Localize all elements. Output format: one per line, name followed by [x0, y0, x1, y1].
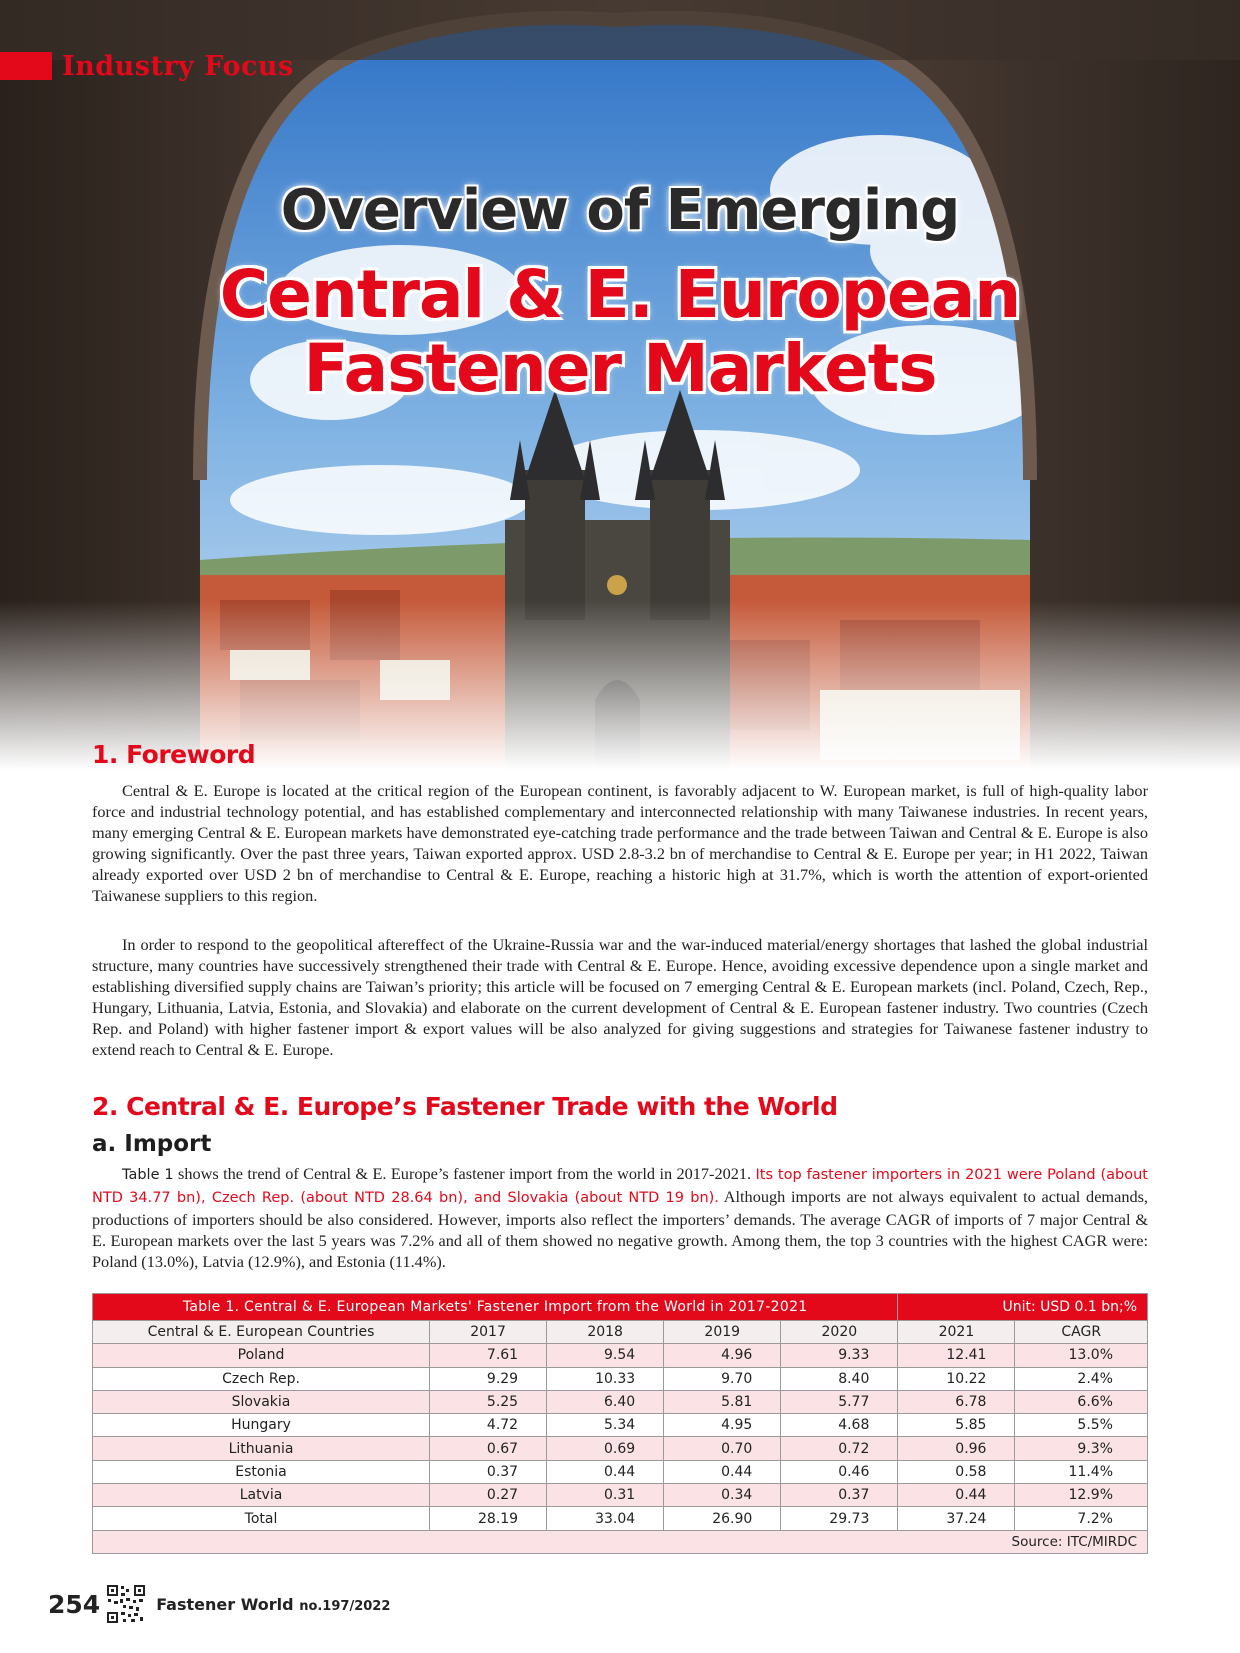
cagr-cell: 5.5% [1015, 1414, 1148, 1437]
import-paragraph [92, 1163, 1148, 1272]
cagr-cell: 13.0% [1015, 1344, 1148, 1367]
magazine-name [156, 1595, 390, 1614]
value-cell: 9.33 [781, 1344, 898, 1367]
import-table [92, 1293, 1148, 1554]
value-cell: 4.68 [781, 1414, 898, 1437]
value-cell: 9.29 [430, 1367, 547, 1390]
value-cell: 0.72 [781, 1437, 898, 1460]
value-cell: 12.41 [898, 1344, 1015, 1367]
value-cell: 9.70 [664, 1367, 781, 1390]
qr-code-icon [106, 1584, 146, 1624]
column-header: CAGR [1015, 1321, 1148, 1344]
table-unit: Unit: USD 0.1 bn;% [898, 1294, 1148, 1321]
foreword-body-2 [92, 934, 1148, 1060]
import-body [92, 1163, 1148, 1272]
table-row [93, 1460, 1148, 1483]
foreword-paragraph-2: In order to respond to the geopolitical aftereffect of the Ukraine-Russia war and the war-induced material/energy shortages that lashed the global industrial structure, many countries have successively strengthened their trade with Central & E. Europe. Hence, avoiding excessive dependence upon a single market and establishing diversified supply chains are Taiwan’s priority; this article will be focused on 7 emerging Central & E. European markets (incl. Poland, Czech, Rep., Hungary, Lithuania, Latvia, Estonia, and Slovakia) and elaborate on the current development of Central & E. European fastener industry. Two countries (Czech Rep. and Poland) with higher fastener import & export values will be also analyzed for giving suggestions and strategies for Taiwanese fastener industry to extend reach to Central & E. Europe. [92, 935, 1148, 1059]
value-cell: 29.73 [781, 1507, 898, 1530]
value-cell: 28.19 [430, 1507, 547, 1530]
page-footer [48, 1584, 390, 1624]
value-cell: 0.34 [664, 1484, 781, 1507]
country-cell: Slovakia [93, 1390, 430, 1413]
title-line-2: Central & E. European [219, 256, 1021, 333]
value-cell: 37.24 [898, 1507, 1015, 1530]
value-cell: 4.95 [664, 1414, 781, 1437]
cagr-cell: 9.3% [1015, 1437, 1148, 1460]
table-1-container [92, 1293, 1148, 1554]
value-cell: 0.31 [547, 1484, 664, 1507]
foreword-paragraph-1: Central & E. Europe is located at the critical region of the European continent, is favorably adjacent to W. European market, is full of high-quality labor force and industrial technology potential, and has established complementary and interconnected relationship with many Taiwanese industries. In recent years, many emerging Central & E. European markets have demonstrated eye-catching trade performance and the trade between Taiwan and Central & E. Europe is also growing significantly. Over the past three years, Taiwan exported approx. USD 2.8-3.2 bn of merchandise to Central & E. Europe per year; in H1 2022, Taiwan already exported over USD 2 bn of merchandise to Central & E. Europe, reaching a historic high at 31.7%, which is worth the attention of export-oriented Taiwanese suppliers to this region. [92, 781, 1148, 905]
column-header: 2018 [547, 1321, 664, 1344]
value-cell: 0.44 [664, 1460, 781, 1483]
table-row [93, 1414, 1148, 1437]
value-cell: 0.70 [664, 1437, 781, 1460]
table-source-row [93, 1530, 1148, 1553]
hero-image [0, 0, 1240, 770]
table-source: Source: ITC/MIRDC [93, 1530, 1148, 1553]
value-cell: 5.77 [781, 1390, 898, 1413]
value-cell: 0.69 [547, 1437, 664, 1460]
section-label: Industry Focus [62, 50, 294, 82]
table-row [93, 1390, 1148, 1413]
value-cell: 0.44 [547, 1460, 664, 1483]
import-section [92, 1131, 1148, 1157]
value-cell: 0.37 [781, 1484, 898, 1507]
country-cell: Estonia [93, 1460, 430, 1483]
section-tag [0, 52, 294, 80]
column-header: 2019 [664, 1321, 781, 1344]
value-cell: 4.72 [430, 1414, 547, 1437]
value-cell: 0.27 [430, 1484, 547, 1507]
cagr-cell: 7.2% [1015, 1507, 1148, 1530]
country-cell: Hungary [93, 1414, 430, 1437]
title-line-1: Overview of Emerging [280, 178, 960, 243]
table-caption-row [93, 1294, 1148, 1321]
import-text-b: Although imports are not always equivalent to actual demands, productions of importers should be also considered. However, imports also reflect the importers’ demands. The average CAGR of imports of 7 major Central & E. European markets over the last 5 years was 7.2% and all of them showed no negative growth. Among them, the top 3 countries with the highest CAGR were: Poland (13.0%), Latvia (12.9%), and Estonia (11.4%). [92, 1187, 1149, 1271]
table-caption: Table 1. Central & E. European Markets' Fastener Import from the World in 2017-2021 [93, 1294, 898, 1321]
foreword-body [92, 780, 1148, 906]
magazine-title: Fastener World [156, 1594, 294, 1614]
country-cell: Total [93, 1507, 430, 1530]
table-reference: Table 1 [122, 1167, 174, 1183]
value-cell: 6.40 [547, 1390, 664, 1413]
cagr-cell: 6.6% [1015, 1390, 1148, 1413]
value-cell: 5.81 [664, 1390, 781, 1413]
issue-number: no.197/2022 [299, 1598, 391, 1614]
trade-heading: 2. Central & E. Europe’s Fastener Trade with the World [92, 1092, 838, 1121]
foreword-heading: 1. Foreword [92, 740, 256, 769]
value-cell: 5.34 [547, 1414, 664, 1437]
table-row [93, 1484, 1148, 1507]
value-cell: 10.33 [547, 1367, 664, 1390]
table-row [93, 1344, 1148, 1367]
value-cell: 9.54 [547, 1344, 664, 1367]
value-cell: 0.58 [898, 1460, 1015, 1483]
title-line-3: Fastener Markets [303, 330, 937, 407]
foreword-section [92, 740, 1148, 769]
country-cell: Latvia [93, 1484, 430, 1507]
column-header: 2017 [430, 1321, 547, 1344]
value-cell: 5.25 [430, 1390, 547, 1413]
section-tag-bar [0, 52, 52, 80]
import-text-a: shows the trend of Central & E. Europe’s fastener import from the world in 2017-2021. [173, 1164, 756, 1183]
column-header: 2021 [898, 1321, 1015, 1344]
value-cell: 8.40 [781, 1367, 898, 1390]
value-cell: 0.44 [898, 1484, 1015, 1507]
cagr-cell: 2.4% [1015, 1367, 1148, 1390]
value-cell: 6.78 [898, 1390, 1015, 1413]
import-heading: a. Import [92, 1131, 212, 1157]
value-cell: 4.96 [664, 1344, 781, 1367]
country-cell: Poland [93, 1344, 430, 1367]
table-row [93, 1367, 1148, 1390]
country-cell: Czech Rep. [93, 1367, 430, 1390]
cagr-cell: 12.9% [1015, 1484, 1148, 1507]
value-cell: 33.04 [547, 1507, 664, 1530]
page-number: 254 [48, 1589, 101, 1619]
table-row [93, 1437, 1148, 1460]
column-header: Central & E. European Countries [93, 1321, 430, 1344]
value-cell: 5.85 [898, 1414, 1015, 1437]
value-cell: 0.46 [781, 1460, 898, 1483]
cagr-cell: 11.4% [1015, 1460, 1148, 1483]
value-cell: 0.96 [898, 1437, 1015, 1460]
value-cell: 0.67 [430, 1437, 547, 1460]
import-highlight: Its top fastener importers in 2021 were Poland (about NTD 34.77 bn), Czech Rep. (about NTD 28.64 bn), and Slovakia (about NTD 19 bn). [92, 1167, 1148, 1206]
value-cell: 7.61 [430, 1344, 547, 1367]
column-header: 2020 [781, 1321, 898, 1344]
table-header-row [93, 1321, 1148, 1344]
value-cell: 0.37 [430, 1460, 547, 1483]
value-cell: 10.22 [898, 1367, 1015, 1390]
table-total-row [93, 1507, 1148, 1530]
trade-section [92, 1092, 1148, 1121]
value-cell: 26.90 [664, 1507, 781, 1530]
country-cell: Lithuania [93, 1437, 430, 1460]
